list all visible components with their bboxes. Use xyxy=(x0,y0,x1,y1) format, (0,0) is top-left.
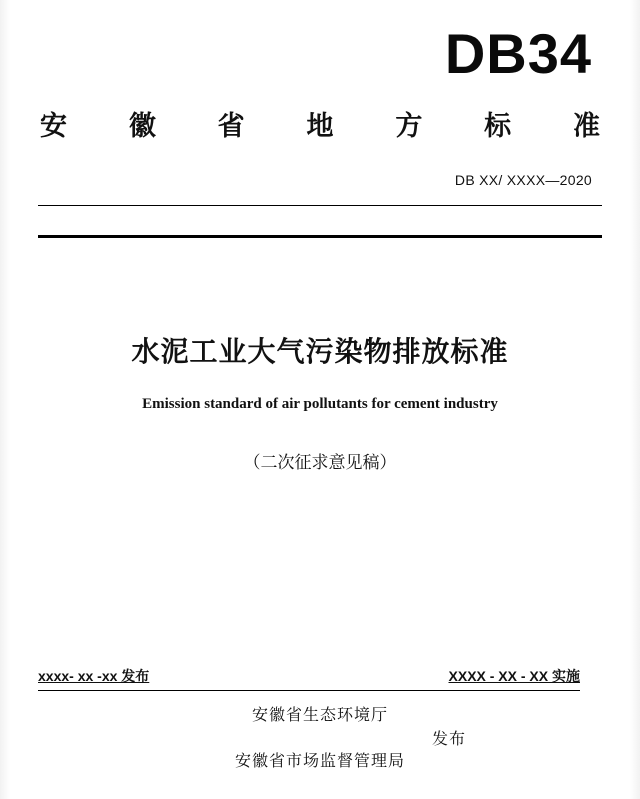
standard-kind-char-5: 方 xyxy=(395,111,423,141)
standard-kind-char-3: 省 xyxy=(217,111,245,141)
standard-kind-char-4: 地 xyxy=(306,111,334,141)
page-title-english: Emission standard of air pollutants for cement industry xyxy=(142,396,498,412)
standard-kind-char-7: 准 xyxy=(572,111,600,141)
dates-row xyxy=(38,666,580,686)
effective-date: XXXX - XX - XX 实施 xyxy=(448,668,580,684)
standard-number: DB XX/ XXXX—2020 xyxy=(454,172,592,188)
standard-kind-char-6: 标 xyxy=(484,111,512,141)
page-title: 水泥工业大气污染物排放标准 xyxy=(131,336,509,367)
standard-kind-char-1: 安 xyxy=(40,111,67,141)
header-rule-thin xyxy=(38,205,602,206)
header-rule-thick xyxy=(38,235,602,238)
issue-date: xxxx- xx -xx 发布 xyxy=(38,668,150,684)
draft-stage-note: （二次征求意见稿） xyxy=(243,453,397,472)
standard-code: DB34 xyxy=(444,22,592,85)
standard-kind-char-2: 徽 xyxy=(128,111,156,141)
standard-kind-title xyxy=(40,104,600,143)
publisher-secondary: 安徽省市场监督管理局 xyxy=(234,753,405,770)
publisher-primary: 安徽省生态环境厅 xyxy=(251,707,388,724)
issued-label: 发布 xyxy=(432,731,467,748)
dates-rule xyxy=(38,690,580,691)
